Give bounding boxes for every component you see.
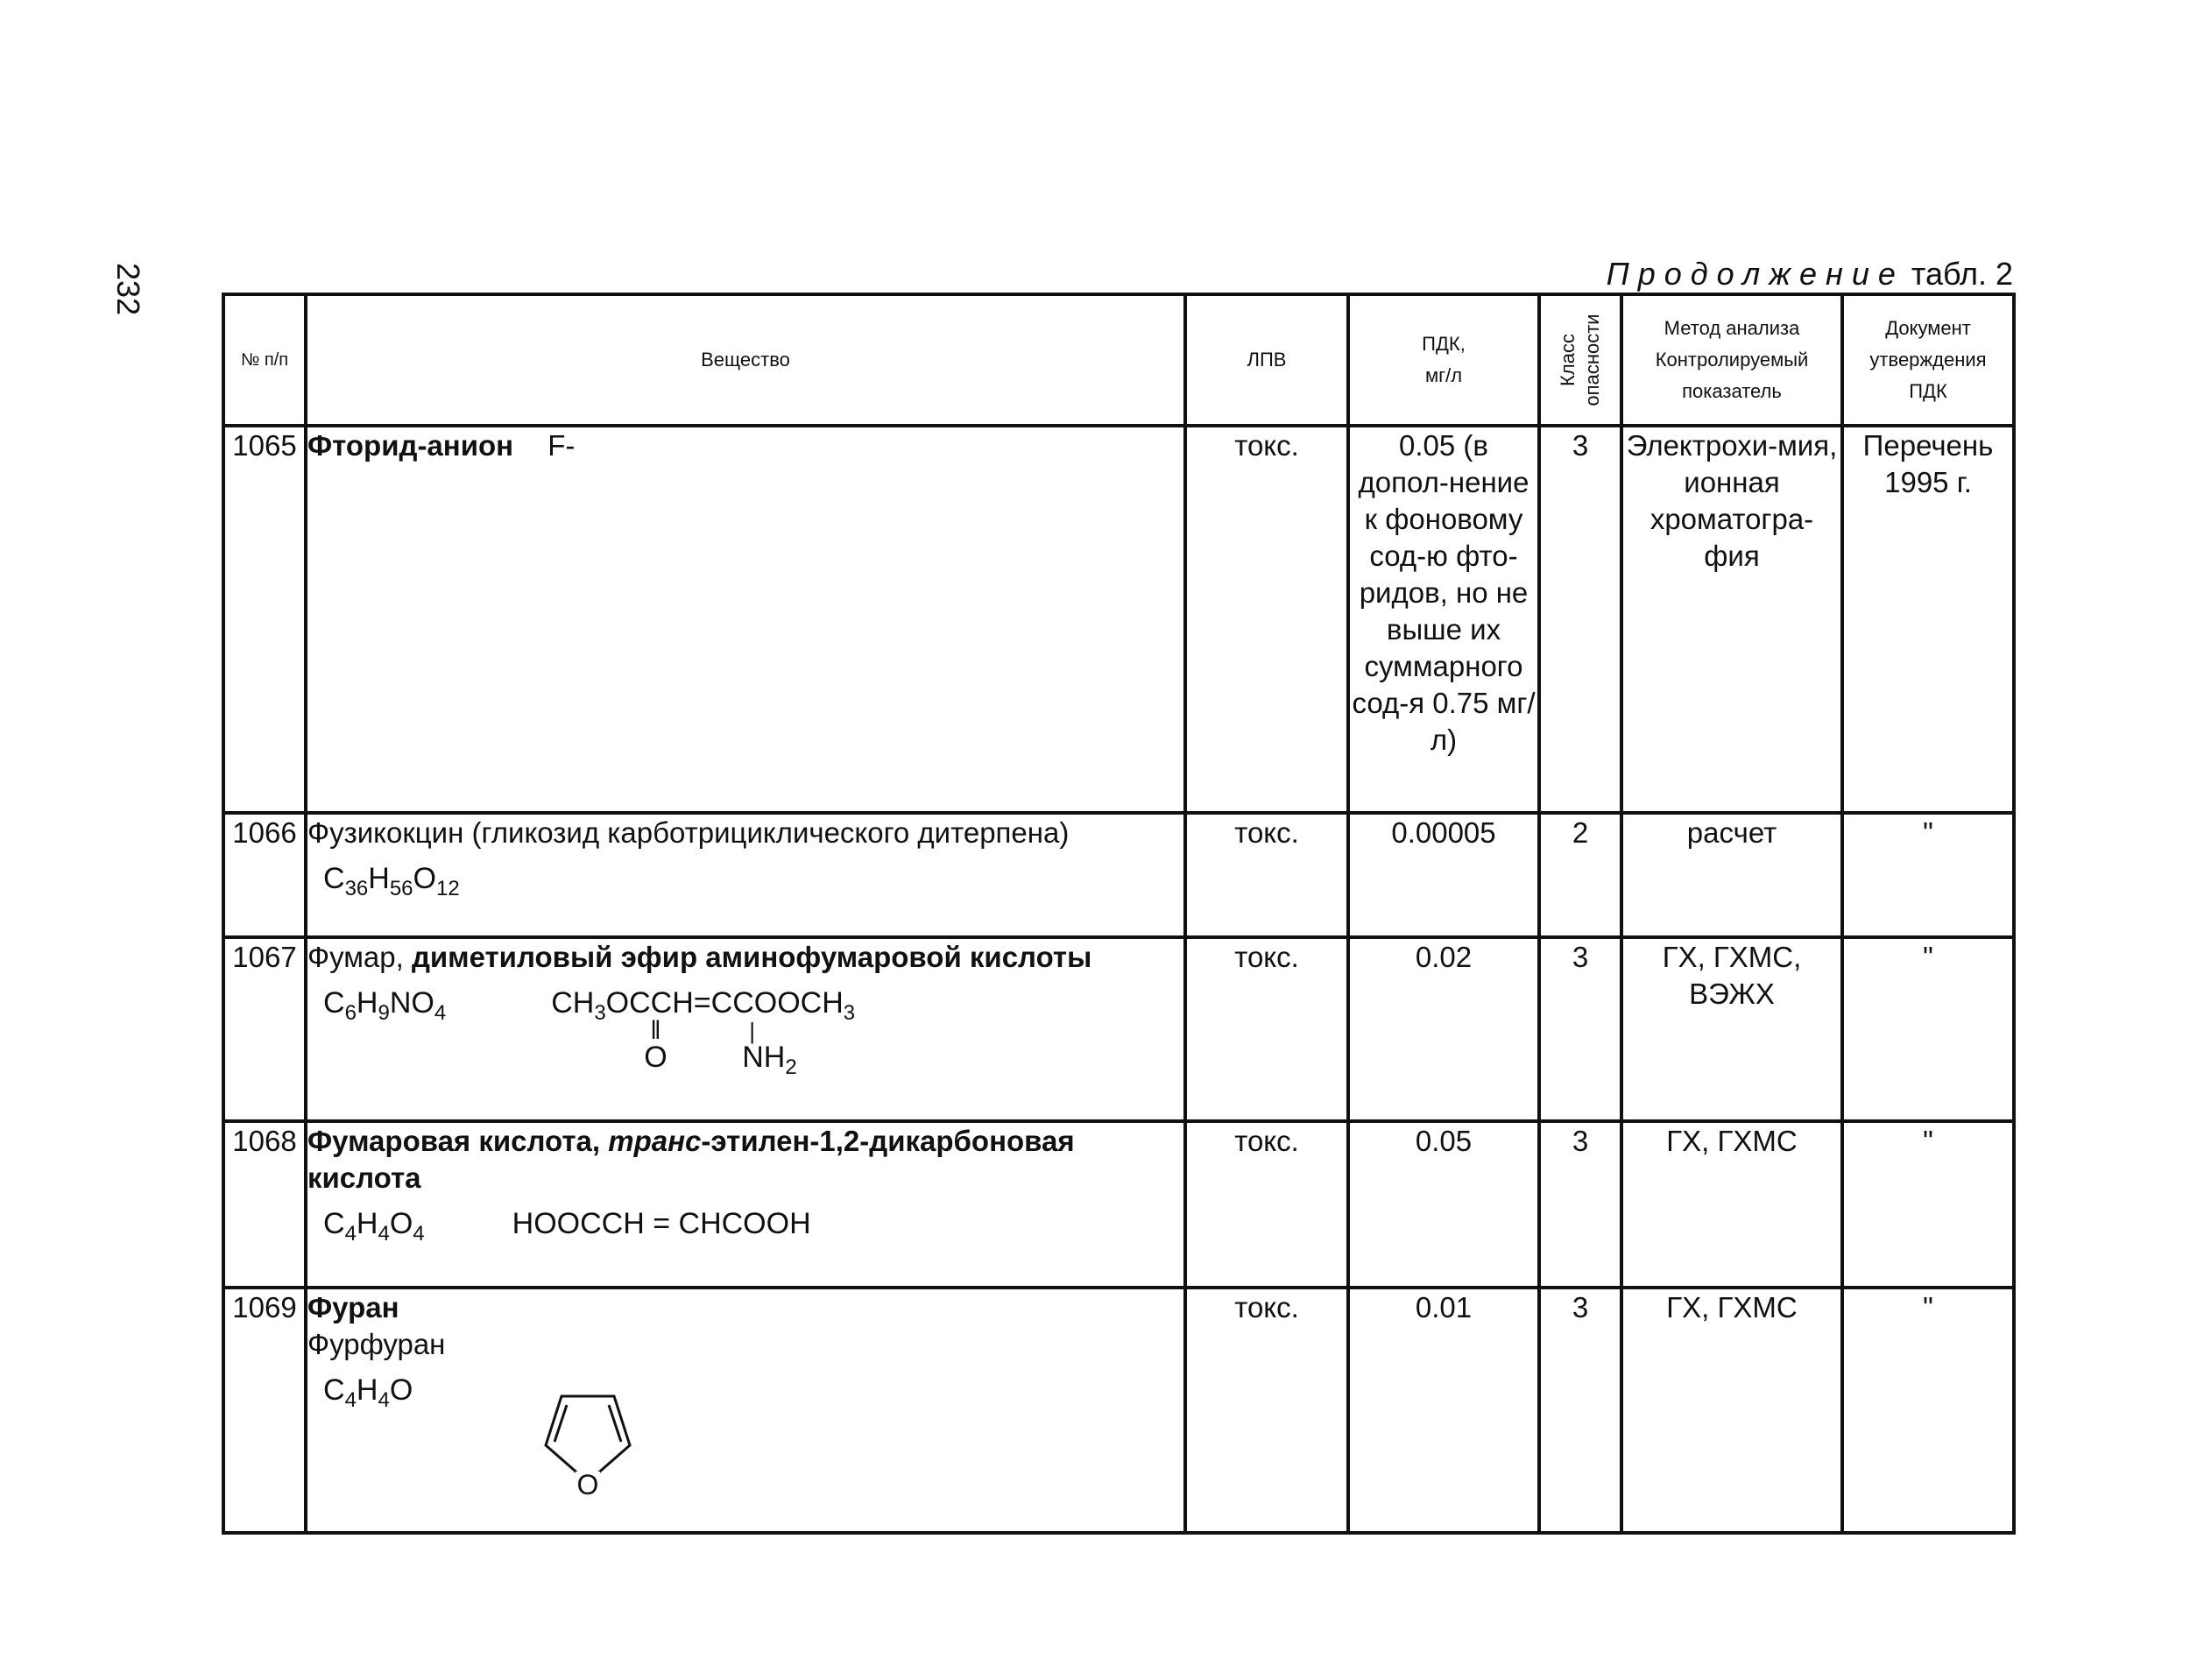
continuation-word: Продолжение — [1606, 256, 1904, 292]
substance-cell — [306, 937, 1185, 1121]
method-cell: ГХ, ГХМС — [1621, 1121, 1842, 1288]
substance-name: Фторид-анион — [307, 429, 514, 462]
page-number: 232 — [110, 263, 146, 316]
hazard-cell: 3 — [1539, 1121, 1621, 1288]
furan-ring-structure — [535, 1384, 640, 1498]
lpv-cell: токс. — [1185, 937, 1348, 1121]
header-document — [1842, 294, 2014, 426]
lpv-cell: токс. — [1185, 1121, 1348, 1288]
header-substance: Вещество — [306, 294, 1185, 426]
table-row — [223, 813, 2014, 937]
substance-name-part2: -этилен-1,2-дикарбоновая кислота — [307, 1125, 1075, 1194]
pdk-cell: 0.00005 — [1348, 813, 1539, 937]
header-doc-line2: утверждения — [1869, 349, 1987, 371]
document-cell: Перечень 1995 г. — [1842, 426, 2014, 813]
molecular-formula — [323, 860, 1183, 907]
table-row — [223, 937, 2014, 1121]
hazard-cell: 3 — [1539, 937, 1621, 1121]
document-cell: " — [1842, 1288, 2014, 1533]
header-hazard-class — [1539, 294, 1621, 426]
header-hazard-line2: опасности — [1581, 314, 1603, 406]
continuation-caption — [1607, 256, 2013, 293]
table-header-row — [223, 294, 2014, 426]
amine-bond: | — [749, 1018, 755, 1044]
header-doc-line3: ПДК — [1909, 380, 1947, 402]
structural-formula-rendered: $CH_3OCCH=CCOOCH_3$ — [551, 986, 856, 1025]
ion-formula: F- — [547, 429, 576, 462]
row-number: 1065 — [223, 426, 306, 813]
amine-group: $NH_2$ — [742, 1041, 797, 1079]
method-cell: расчет — [1621, 813, 1842, 937]
method-cell: Электрохи-мия, ионная хроматогра-фия — [1621, 426, 1842, 813]
carbonyl-bond: ‖ — [650, 1016, 661, 1045]
hazard-cell: 3 — [1539, 426, 1621, 813]
lpv-cell: токс. — [1185, 1288, 1348, 1533]
method-cell: ГХ, ГХМС — [1621, 1288, 1842, 1533]
lpv-cell: токс. — [1185, 426, 1348, 813]
header-method-line2: Контролируемый — [1655, 349, 1809, 371]
header-doc-line1: Документ — [1885, 317, 1971, 339]
row-number: 1068 — [223, 1121, 306, 1288]
header-method-line1: Метод анализа — [1664, 317, 1800, 339]
molecular-formula-rendered: $C_6H_9NO_4$ — [323, 986, 447, 1025]
hazard-cell: 2 — [1539, 813, 1621, 937]
header-lpv: ЛПВ — [1185, 294, 1348, 426]
molecular-formula — [323, 1372, 1183, 1419]
header-pdk — [1348, 294, 1539, 426]
row-number: 1067 — [223, 937, 306, 1121]
header-pdk-unit: мг/л — [1424, 364, 1463, 386]
substance-name-part1: Фумаровая кислота, — [307, 1125, 601, 1157]
pdk-cell: 0.05 — [1348, 1121, 1539, 1288]
ring-oxygen-label: O — [576, 1468, 599, 1498]
header-method — [1621, 294, 1842, 426]
substance-cell — [306, 1288, 1185, 1533]
molecular-formula — [323, 985, 1183, 1079]
substance-name-plain: Фумар, — [307, 941, 404, 973]
hazard-cell: 3 — [1539, 1288, 1621, 1533]
substance-name: Фузикокцин (гликозид карботрициклического дитерпена) — [307, 816, 1070, 849]
document-cell: " — [1842, 813, 2014, 937]
header-pdk-label: ПДК, — [1422, 333, 1466, 355]
pdk-cell: 0.02 — [1348, 937, 1539, 1121]
substance-synonym: Фурфуран — [307, 1328, 446, 1360]
substance-name-italic: транс — [608, 1125, 702, 1157]
substance-name: Фуран — [307, 1291, 399, 1324]
row-number: 1066 — [223, 813, 306, 937]
table-row — [223, 1121, 2014, 1288]
carbonyl-oxygen: O — [644, 1041, 668, 1074]
document-cell: " — [1842, 937, 2014, 1121]
substance-name-bold: диметиловый эфир аминофумаровой кислоты — [411, 941, 1092, 973]
molecular-formula — [323, 1205, 1183, 1253]
pdk-cell: 0.01 — [1348, 1288, 1539, 1533]
substance-cell — [306, 1121, 1185, 1288]
structural-formula: HOOCCH = CHCOOH — [512, 1207, 811, 1240]
substance-cell — [306, 813, 1185, 937]
structural-formula — [551, 985, 856, 1079]
table-row — [223, 426, 2014, 813]
table-row — [223, 1288, 2014, 1533]
substances-table — [222, 293, 2016, 1535]
molecular-formula-rendered: $C_4H_4O_4$ — [323, 1207, 425, 1246]
row-number: 1069 — [223, 1288, 306, 1533]
molecular-formula-rendered: $C_{36}H_{56}O_{12}$ — [323, 862, 460, 900]
lpv-cell: токс. — [1185, 813, 1348, 937]
header-method-line3: показатель — [1682, 380, 1782, 402]
document-cell: " — [1842, 1121, 2014, 1288]
header-num: № п/п — [223, 294, 306, 426]
continuation-table-ref: табл. 2 — [1911, 256, 2013, 292]
pdk-cell: 0.05 (в допол-нение к фоновому сод-ю фто-ридов, но не выше их суммарного сод-я 0.75 мг/л) — [1348, 426, 1539, 813]
method-cell: ГХ, ГХМС, ВЭЖХ — [1621, 937, 1842, 1121]
molecular-formula-rendered: $C_4H_4O$ — [323, 1373, 413, 1412]
substance-cell — [306, 426, 1185, 813]
header-hazard-line1: Класс — [1557, 334, 1579, 386]
